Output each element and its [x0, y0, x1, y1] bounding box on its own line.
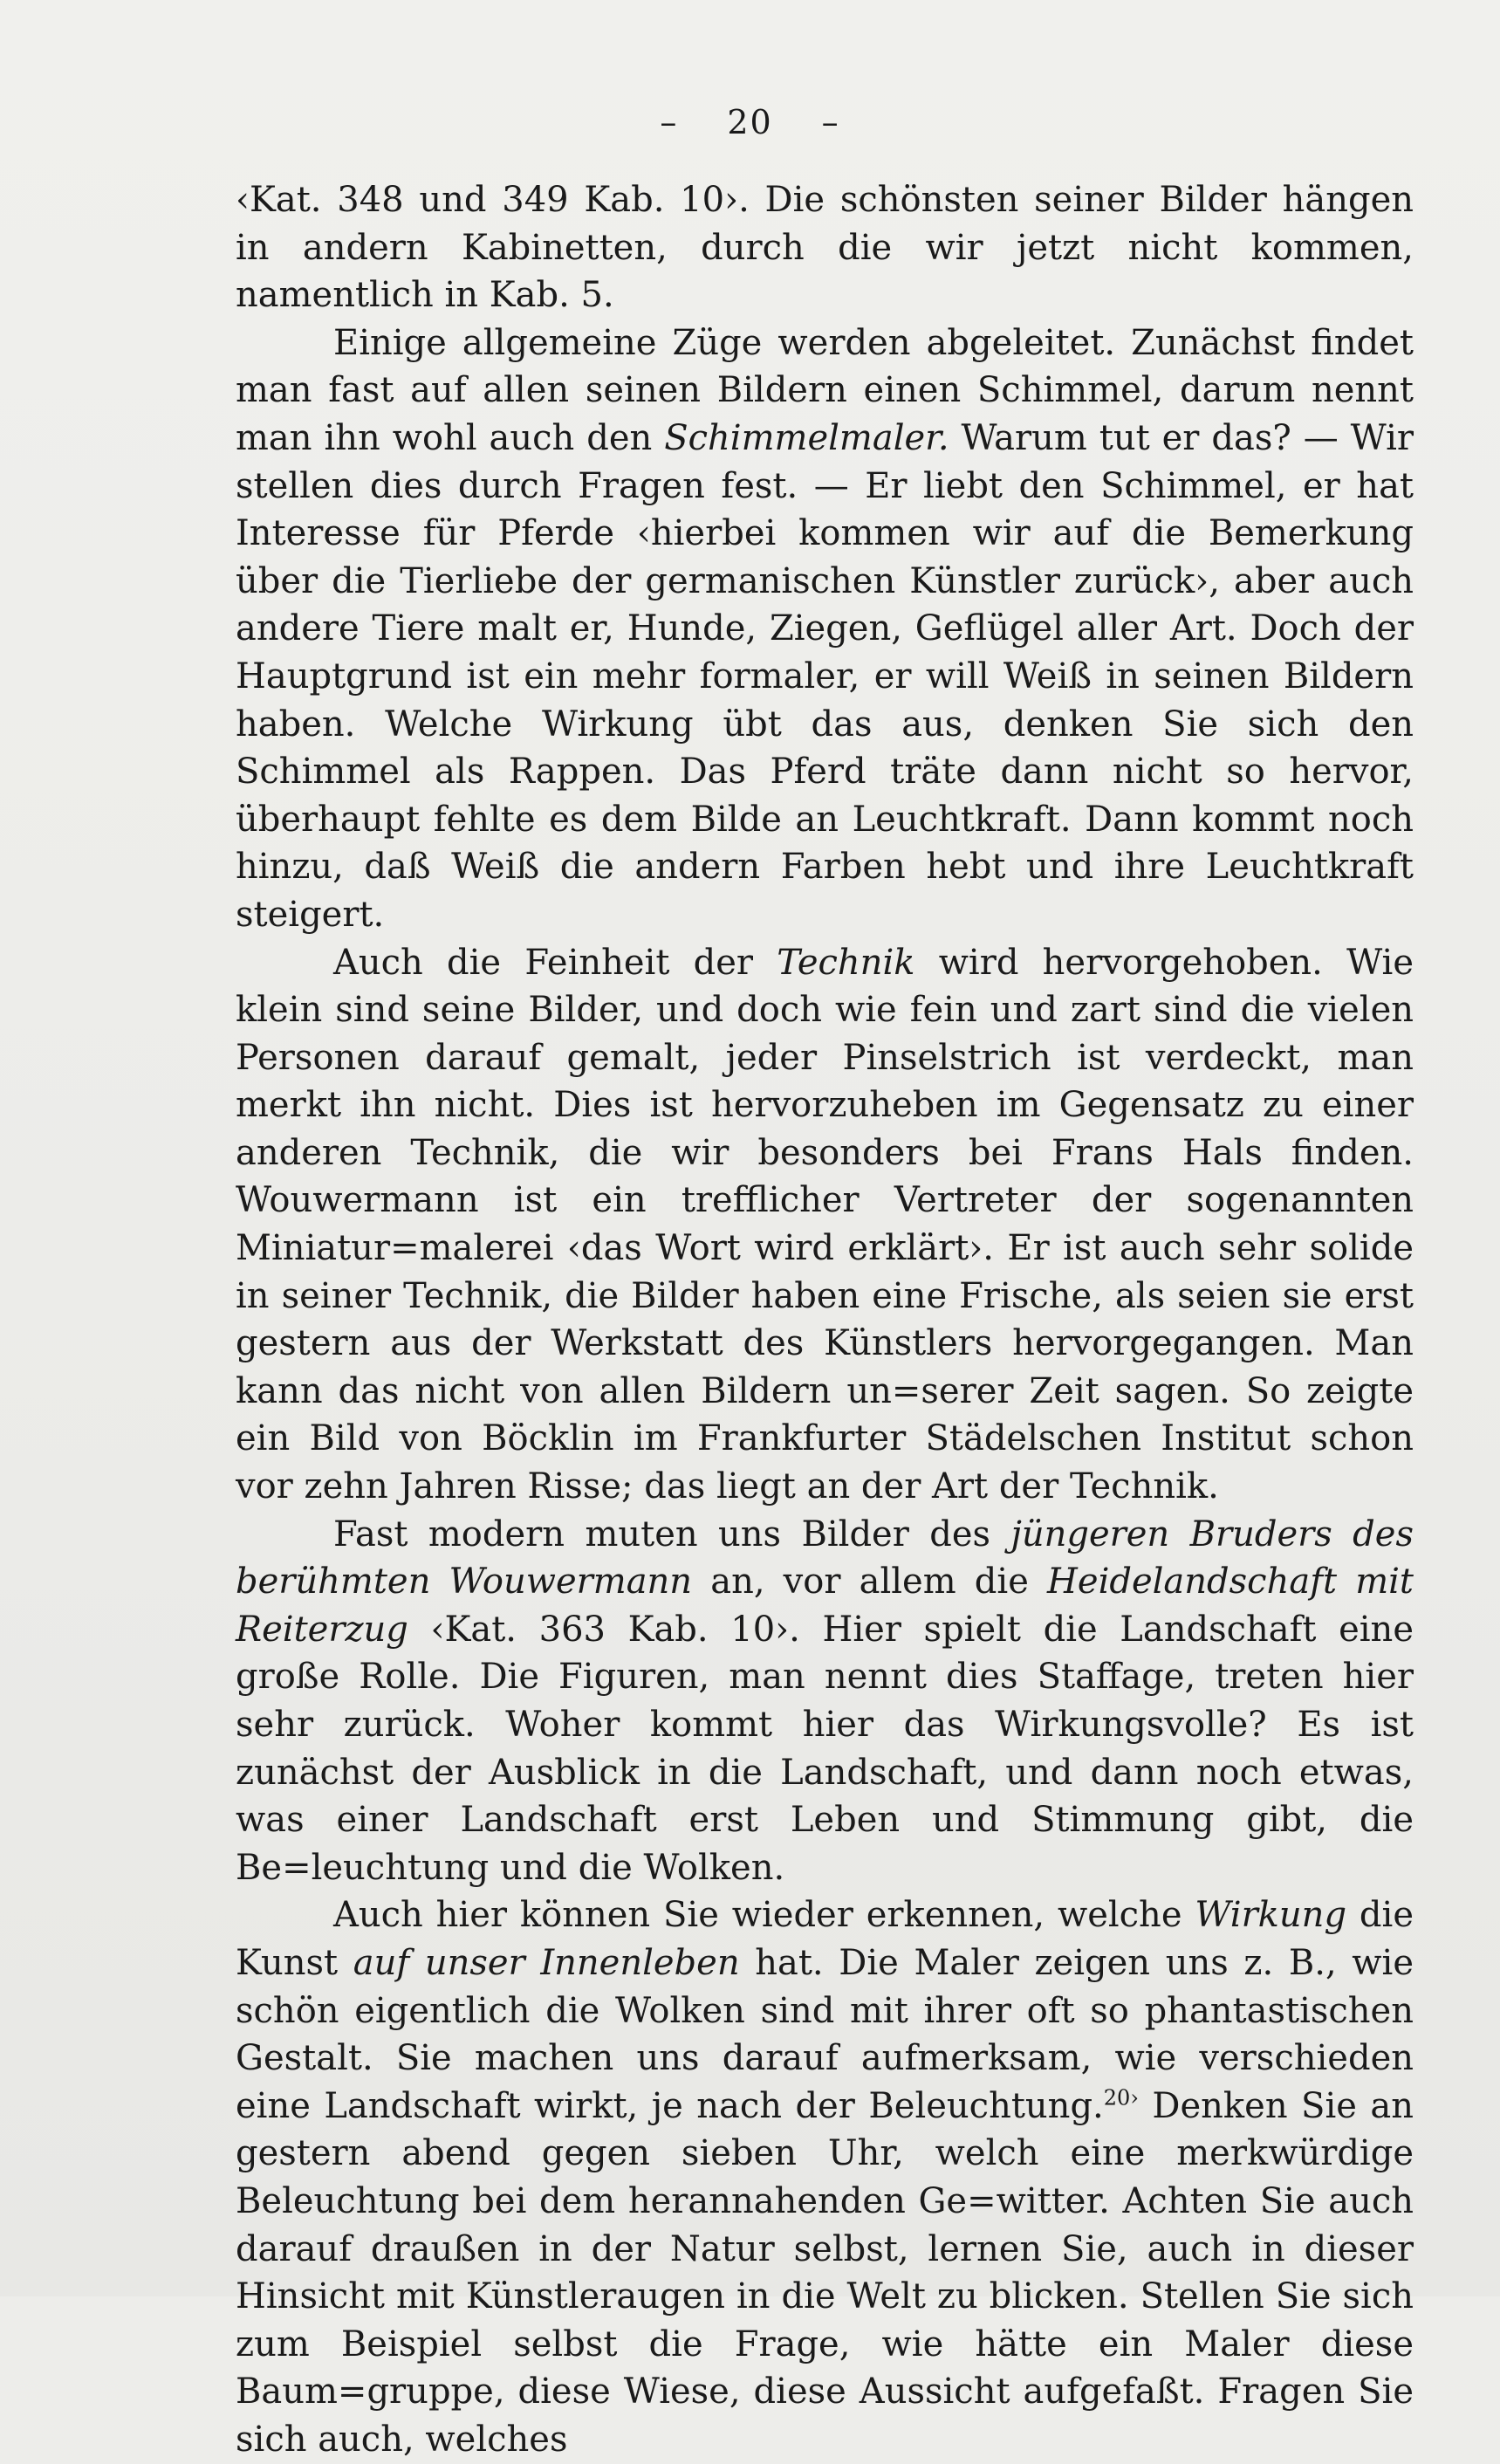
emphasis-text: auf unser Innenleben — [353, 1942, 740, 1983]
emphasis-text: Technik — [777, 942, 915, 983]
page-number-value: 20 — [727, 103, 773, 141]
text-run: hat. Die Maler zeigen uns z. B., wie schön eigentlich die Wolken sind mit ihrer oft so phantastischen Gestalt. Sie machen uns darauf aufmerksam, wie verschieden eine Landschaft wirkt, je nach der Beleuchtung. — [236, 1942, 1414, 2126]
text-run: die Kunst — [236, 1895, 1414, 1983]
dash-left: – — [660, 103, 679, 141]
text-run: ‹Kat. 363 Kab. 10›. Hier spielt die Landschaft eine große Rolle. Die Figuren, man nennt dies Staffage, treten hier sehr zurück. Woher kommt hier das Wirkungsvolle? Es ist zunächst der Ausblick in die Landschaft, und dann noch etwas, was einer Landschaft erst Leben und Stimmung gibt, die Be=leuchtung und die Wolken. — [236, 1609, 1414, 1888]
page-number — [0, 103, 1500, 141]
text-run: wird hervorgehoben. Wie klein sind seine Bilder, und doch wie fein und zart sind die vielen Personen darauf gemalt, jeder Pinselstrich ist verdeckt, man merkt ihn nicht. Dies ist hervorzuheben im Gegensatz zu einer anderen Technik, die wir besonders bei Frans Hals finden. Wouwermann ist ein trefflicher Vertreter der sogenannten Miniatur=malerei ‹das Wort wird erklärt›. Er ist auch sehr solide in seiner Technik, die Bilder haben eine Frische, als seien sie erst gestern aus der Werkstatt des Künstlers hervorgegangen. Man kann das nicht von allen Bildern un=serer Zeit sagen. So zeigte ein Bild von Böcklin im Frankfurter Städelschen Institut schon vor zehn Jahren Risse; das liegt an der Art der Technik. — [236, 942, 1414, 1507]
paragraph — [236, 1511, 1414, 1892]
text-run: an, vor allem die — [692, 1561, 1048, 1603]
text-run: ‹Kat. 348 und 349 Kab. 10›. Die schönsten seiner Bilder hängen in andern Kabinetten, durch die wir jetzt nicht kommen, namentlich in Kab. 5. — [236, 180, 1414, 316]
emphasis-text: Wirkung — [1195, 1895, 1347, 1936]
emphasis-text: Schimmelmaler. — [664, 417, 949, 458]
body-text — [236, 176, 1414, 2464]
paragraph — [236, 1891, 1414, 2463]
dash-right: – — [821, 103, 840, 141]
text-run: Auch hier können Sie wieder erkennen, welche — [333, 1895, 1195, 1936]
paragraph — [236, 176, 1414, 319]
footnote-ref: 20› — [1103, 2085, 1139, 2111]
text-run: Denken Sie an gestern abend gegen sieben Uhr, welch eine merkwürdige Beleuchtung bei dem herannahenden Ge=witter. Achten Sie auch darauf draußen in der Natur selbst, lernen Sie, auch in dieser Hinsicht mit Künstleraugen in die Welt zu blicken. Stellen Sie sich zum Beispiel selbst die Frage, wie hätte ein Maler diese Baum=gruppe, diese Wiese, diese Aussicht aufgefaßt. Fragen Sie sich auch, welches — [236, 2085, 1414, 2460]
text-run: Einige allgemeine Züge werden abgeleitet. Zunächst findet man fast auf allen seinen Bildern einen Schimmel, darum nennt man ihn wohl auch den — [236, 322, 1414, 458]
emphasis-text: Heidelandschaft mit Reiterzug — [236, 1561, 1414, 1650]
text-run: Fast modern muten uns Bilder des — [333, 1513, 1011, 1555]
text-run: Warum tut er das? — Wir stellen dies durch Fragen fest. — Er liebt den Schimmel, er hat Interesse für Pferde ‹hierbei kommen wir auf die Bemerkung über die Tierliebe der germanischen Künstler zurück›, aber auch andere Tiere malt er, Hunde, Ziegen, Geflügel aller Art. Doch der Hauptgrund ist ein mehr formaler, er will Weiß in seinen Bildern haben. Welche Wirkung übt das aus, denken Sie sich den Schimmel als Rappen. Das Pferd träte dann nicht so hervor, überhaupt fehlte es dem Bilde an Leuchtkraft. Dann kommt noch hinzu, daß Weiß die andern Farben hebt und ihre Leuchtkraft steigert. — [236, 417, 1414, 935]
emphasis-text: jüngeren Bruders des berühmten Wouwermann — [236, 1513, 1414, 1603]
paragraph — [236, 939, 1414, 1511]
paragraph — [236, 319, 1414, 939]
text-run: Auch die Feinheit der — [333, 942, 777, 983]
